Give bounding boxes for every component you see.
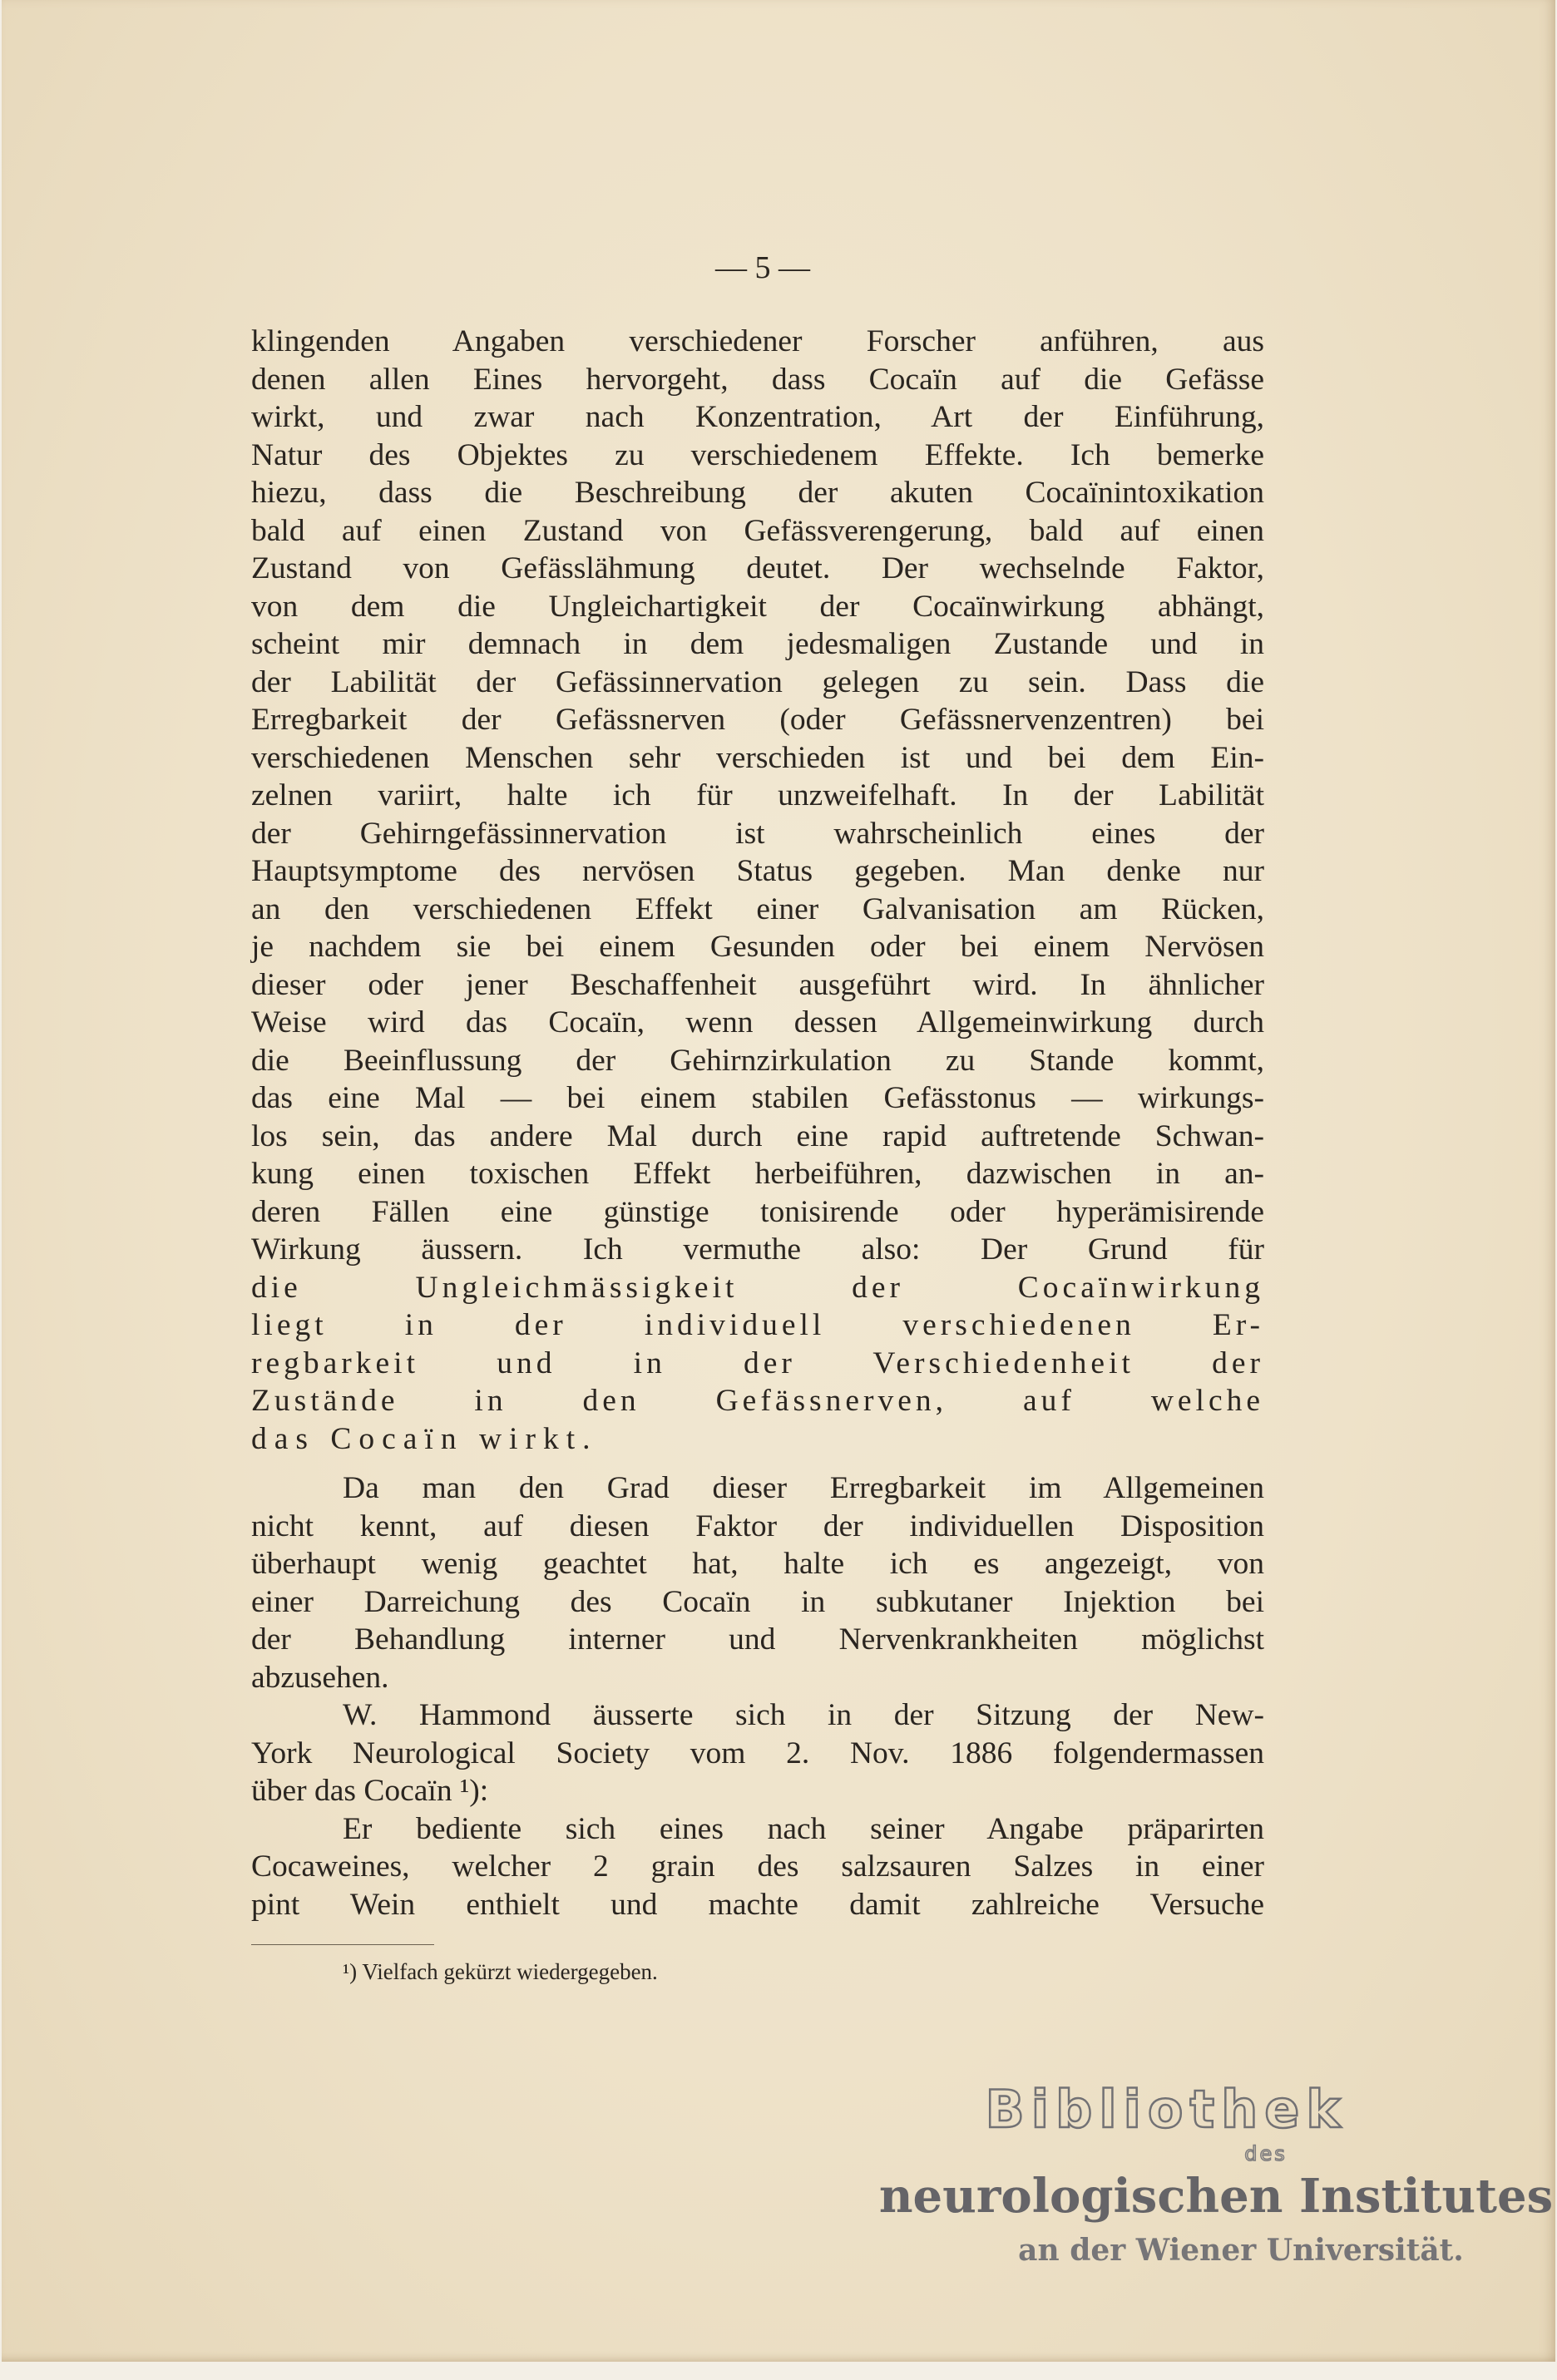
text-line: pint Wein enthielt und machte damit zahlreiche Versuche	[251, 1887, 1264, 1922]
text-line: dieser oder jener Beschaffenheit ausgeführt wird. In ähnlicher	[251, 967, 1264, 1002]
text-line: über das Cocaïn ¹):	[251, 1774, 489, 1808]
stamp-line-2: des	[1244, 2142, 1288, 2165]
text-line: verschiedenen Menschen sehr verschieden ist und bei dem Ein-	[251, 740, 1264, 775]
text-line: nicht kennt, auf diesen Faktor der individuellen Disposition	[251, 1508, 1264, 1543]
text-line: Natur des Objektes zu verschiedenem Effekte. Ich bemerke	[251, 437, 1264, 472]
text-line: der Behandlung interner und Nervenkrankheiten möglichst	[251, 1622, 1264, 1657]
text-line: der Labilität der Gefässinnervation gelegen zu sein. Dass die	[251, 664, 1264, 699]
page-number: — 5 —	[715, 250, 810, 285]
spaced-emphasis-line: die Ungleichmässigkeit der Cocaïnwirkung	[251, 1270, 1264, 1305]
text-line: bald auf einen Zustand von Gefässverengerung, bald auf einen	[251, 513, 1264, 548]
text-line: das eine Mal — bei einem stabilen Gefässtonus — wirkungs-	[251, 1081, 1264, 1115]
text-line: Cocaweines, welcher 2 grain des salzsauren Salzes in einer	[251, 1849, 1264, 1884]
text-line: hiezu, dass die Beschreibung der akuten Cocaïnintoxikation	[251, 476, 1264, 510]
stamp-line-4: an der Wiener Universität.	[1018, 2233, 1464, 2268]
text-line: Weise wird das Cocaïn, wenn dessen Allgemeinwirkung durch	[251, 1005, 1264, 1039]
text-line: York Neurological Society vom 2. Nov. 1886 folgendermassen	[251, 1736, 1264, 1770]
text-line: von dem die Ungleichartigkeit der Cocaïnwirkung abhängt,	[251, 589, 1264, 624]
text-line: Zustand von Gefässlähmung deutet. Der wechselnde Faktor,	[251, 551, 1264, 585]
spaced-emphasis-line: regbarkeit und in der Verschiedenheit der	[251, 1346, 1264, 1380]
text-line: scheint mir demnach in dem jedesmaligen Zustande und in	[251, 627, 1264, 661]
text-line: abzusehen.	[251, 1660, 389, 1695]
body-text	[251, 323, 1264, 1923]
text-line: Erregbarkeit der Gefässnerven (oder Gefässnervenzentren) bei	[251, 703, 1264, 737]
text-line: Hauptsymptome des nervösen Status gegeben. Man denke nur	[251, 854, 1264, 888]
paragraph-gap	[251, 1458, 1264, 1469]
spaced-emphasis-line: das Cocaïn wirkt.	[251, 1421, 598, 1456]
text-line: kung einen toxischen Effekt herbeiführen, dazwischen in an-	[251, 1157, 1264, 1191]
text-line: denen allen Eines hervorgeht, dass Cocaïn auf die Gefässe	[251, 362, 1264, 397]
text-line: klingenden Angaben verschiedener Forscher anführen, aus	[251, 324, 1264, 358]
paper-sheet	[2, 0, 1555, 2362]
text-line: Er bediente sich eines nach seiner Angabe präparirten	[343, 1811, 1264, 1846]
text-line: der Gehirngefässinnervation ist wahrscheinlich eines der	[251, 816, 1264, 851]
footnote: ¹) Vielfach gekürzt wiedergegeben.	[343, 1959, 658, 1984]
text-line: überhaupt wenig geachtet hat, halte ich es angezeigt, von	[251, 1547, 1264, 1581]
spaced-emphasis-line: liegt in der individuell verschiedenen Er-	[251, 1308, 1264, 1342]
stamp-line-3: neurologischen Institutes	[878, 2169, 1554, 2224]
text-line: an den verschiedenen Effekt einer Galvanisation am Rücken,	[251, 891, 1264, 926]
text-line: deren Fällen eine günstige tonisirende oder hyperämisirende	[251, 1194, 1264, 1229]
text-line: zelnen variirt, halte ich für unzweifelhaft. In der Labilität	[251, 778, 1264, 812]
text-line: wirkt, und zwar nach Konzentration, Art der Einführung,	[251, 400, 1264, 434]
text-line: je nachdem sie bei einem Gesunden oder bei einem Nervösen	[251, 930, 1264, 964]
text-line: W. Hammond äusserte sich in der Sitzung der New-	[343, 1698, 1264, 1732]
text-line: los sein, das andere Mal durch eine rapid auftretende Schwan-	[251, 1118, 1264, 1153]
text-line: Da man den Grad dieser Erregbarkeit im Allgemeinen	[343, 1471, 1264, 1505]
footnote-rule	[251, 1944, 434, 1945]
library-stamp	[878, 2079, 1554, 2295]
stamp-line-1: Bibliothek	[985, 2079, 1347, 2140]
spaced-emphasis-line: Zustände in den Gefässnerven, auf welche	[251, 1384, 1264, 1418]
spaced-emphasis-line: Wirkung äussern. Ich vermuthe also: Der Grund für	[251, 1232, 1264, 1267]
text-line: die Beeinflussung der Gehirnzirkulation zu Stande kommt,	[251, 1043, 1264, 1078]
text-line: einer Darreichung des Cocaïn in subkutaner Injektion bei	[251, 1584, 1264, 1619]
